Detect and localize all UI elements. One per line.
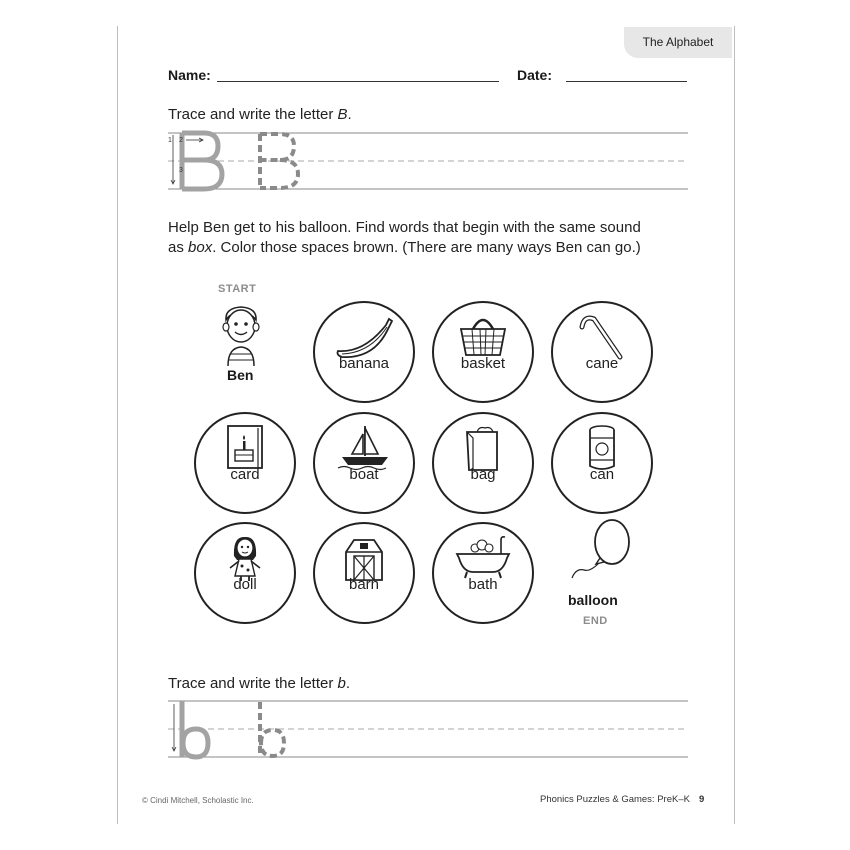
ben-label: Ben xyxy=(227,367,254,383)
word-bag: bag xyxy=(470,466,496,483)
date-field[interactable] xyxy=(566,81,687,82)
barn-icon xyxy=(334,534,394,582)
svg-text:1: 1 xyxy=(168,137,172,144)
maze-cell-basket[interactable] xyxy=(432,301,534,403)
doll-icon xyxy=(215,534,275,582)
maze-cell-can[interactable] xyxy=(551,412,653,514)
maze-cell-card[interactable] xyxy=(194,412,296,514)
start-label: START xyxy=(218,283,257,295)
maze-instruction-line1: Help Ben get to his balloon. Find words that begin with the same sound xyxy=(168,219,641,236)
trace-lines-upper[interactable] xyxy=(168,128,688,196)
bath-icon xyxy=(453,534,513,582)
balloon-icon xyxy=(566,516,636,588)
trace-lower-instruction: Trace and write the letter b. xyxy=(168,675,351,692)
page-number: 9 xyxy=(699,794,705,805)
letter-b-upper-model xyxy=(168,133,222,189)
maze-instruction-line2: as box. Color those spaces brown. (There are many ways Ben can go.) xyxy=(168,239,641,256)
word-boat: boat xyxy=(349,466,379,483)
maze-cell-banana[interactable] xyxy=(313,301,415,403)
word-bath: bath xyxy=(468,576,498,593)
svg-text:3: 3 xyxy=(179,167,183,174)
maze-cell-bath[interactable] xyxy=(432,522,534,624)
name-field[interactable] xyxy=(217,81,499,82)
maze-cell-boat[interactable] xyxy=(313,412,415,514)
maze-cell-barn[interactable] xyxy=(313,522,415,624)
section-tab: The Alphabet xyxy=(624,27,732,58)
maze-cell-cane[interactable] xyxy=(551,301,653,403)
bag-icon xyxy=(453,424,513,472)
balloon-label: balloon xyxy=(568,592,618,608)
date-label: Date: xyxy=(517,67,553,83)
trace-lines-lower[interactable] xyxy=(168,696,688,764)
basket-icon xyxy=(453,313,513,359)
word-basket: basket xyxy=(460,355,506,372)
end-label: END xyxy=(583,615,608,627)
word-can: can xyxy=(589,466,615,483)
boat-icon xyxy=(334,424,394,472)
word-doll: doll xyxy=(233,576,257,593)
word-cane: cane xyxy=(585,355,619,372)
svg-text:2: 2 xyxy=(179,137,183,144)
name-label: Name: xyxy=(168,67,211,83)
maze-cell-doll[interactable] xyxy=(194,522,296,624)
card-icon xyxy=(215,424,275,472)
letter-b-lower-model xyxy=(172,701,208,757)
banana-icon xyxy=(334,313,394,359)
trace-upper-instruction: Trace and write the letter B. xyxy=(168,106,352,123)
word-barn: barn xyxy=(348,576,380,593)
word-card: card xyxy=(230,466,260,483)
copyright-text: © Cindi Mitchell, Scholastic Inc. xyxy=(142,796,254,805)
ben-boy-icon xyxy=(214,302,268,368)
maze-cell-bag[interactable] xyxy=(432,412,534,514)
word-banana: banana xyxy=(338,355,390,372)
book-title: Phonics Puzzles & Games: PreK–K xyxy=(540,794,690,805)
